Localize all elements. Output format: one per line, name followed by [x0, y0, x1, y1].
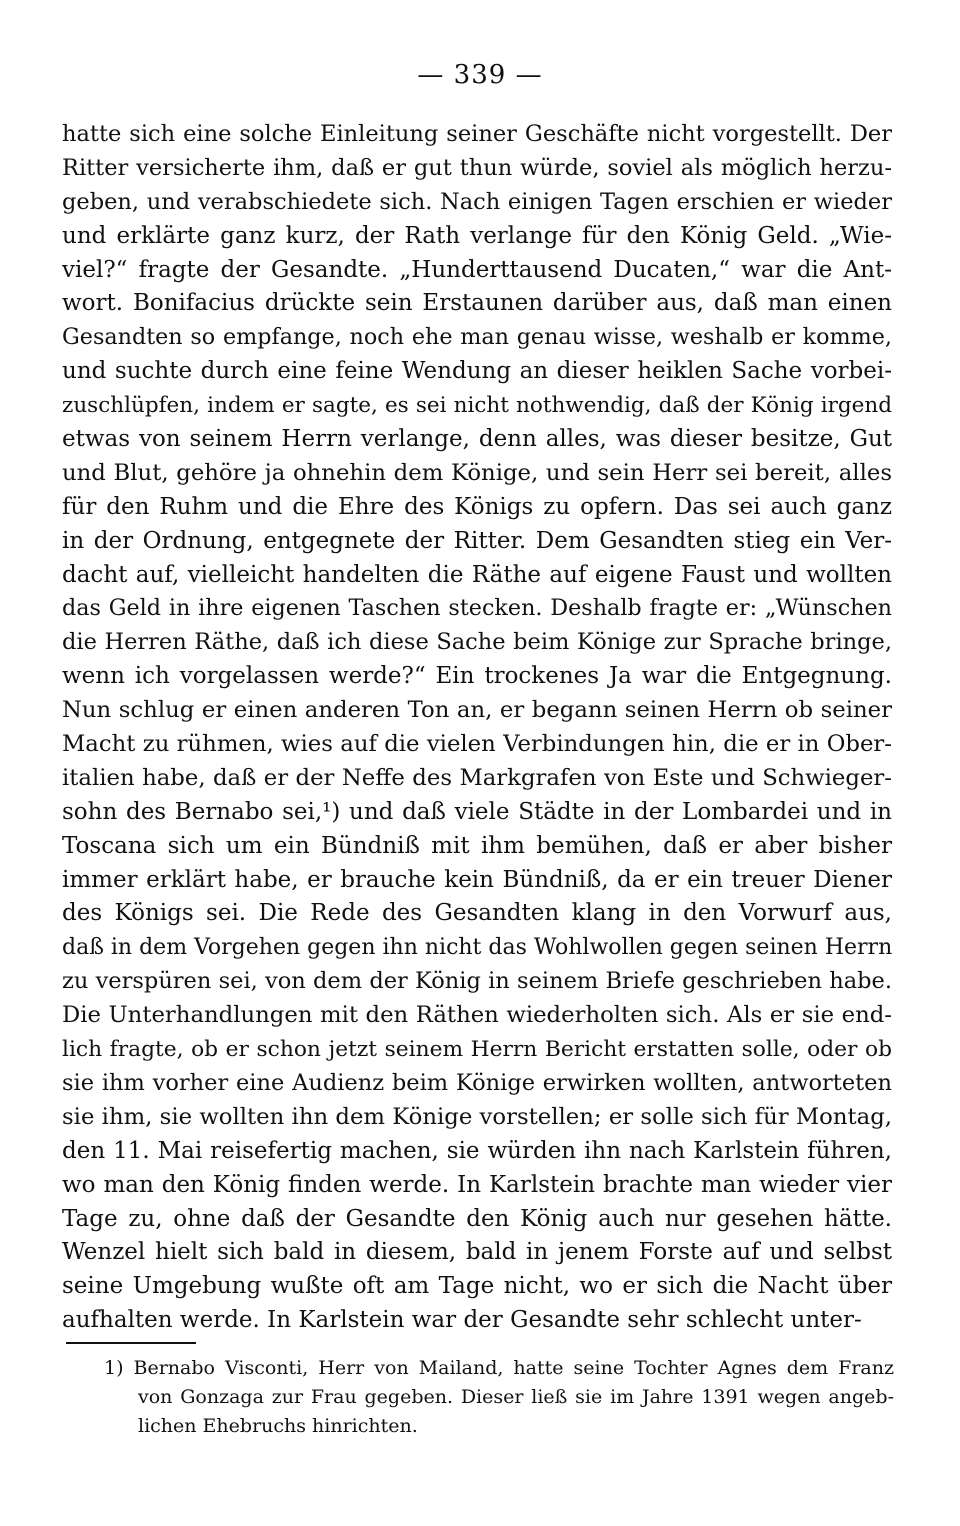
body-line: in der Ordnung, entgegnete der Ritter. Dem Gesandten stieg ein Ver- — [62, 527, 892, 554]
body-line: etwas von seinem Herrn verlange, denn alles, was dieser besitze, Gut — [62, 426, 892, 453]
body-line: sohn des Bernabo sei,¹) und daß viele Städte in der Lombardei und in — [62, 798, 892, 825]
body-text — [62, 118, 892, 1338]
body-line: Tage zu, ohne daß der Gesandte den König auch nur gesehen hätte. — [62, 1205, 892, 1232]
body-line: daß in dem Vorgehen gegen ihn nicht das Wohlwollen gegen seinen Herrn — [62, 935, 892, 961]
body-line: Die Unterhandlungen mit den Räthen wiederholten sich. Als er sie end- — [62, 1002, 892, 1029]
body-line: zuschlüpfen, indem er sagte, es sei nicht nothwendig, daß der König irgend — [62, 393, 892, 419]
body-line: wort. Bonifacius drückte sein Erstaunen darüber aus, daß man einen — [62, 290, 892, 317]
body-line: für den Ruhm und die Ehre des Königs zu opfern. Das sei auch ganz — [62, 493, 892, 520]
body-line: dacht auf, vielleicht handelten die Räthe auf eigene Faust und wollten — [62, 561, 892, 588]
footnote-divider — [66, 1342, 196, 1344]
body-line: Gesandten so empfange, noch ehe man genau wisse, weshalb er komme, — [62, 324, 892, 351]
body-line: sie ihm, sie wollten ihn dem Könige vorstellen; er solle sich für Montag, — [62, 1103, 892, 1130]
body-line: den 11. Mai reisefertig machen, sie würden ihn nach Karlstein führen, — [62, 1137, 892, 1164]
body-line: und erklärte ganz kurz, der Rath verlange für den König Geld. „Wie- — [62, 222, 892, 249]
body-line: und suchte durch eine feine Wendung an dieser heiklen Sache vorbei- — [62, 358, 892, 385]
body-line: immer erklärt habe, er brauche kein Bündniß, da er ein treuer Diener — [62, 866, 892, 893]
body-line: wo man den König finden werde. In Karlstein brachte man wieder vier — [62, 1171, 892, 1198]
body-line: Macht zu rühmen, wies auf die vielen Verbindungen hin, die er in Ober- — [62, 731, 892, 758]
body-line: sie ihm vorher eine Audienz beim Könige erwirken wollten, antworteten — [62, 1069, 892, 1096]
body-line: wenn ich vorgelassen werde?“ Ein trockenes Ja war die Entgegnung. — [62, 663, 892, 690]
body-line: italien habe, daß er der Neffe des Markgrafen von Este und Schwieger- — [62, 764, 892, 791]
body-line: lich fragte, ob er schon jetzt seinem Herrn Bericht erstatten solle, oder ob — [62, 1037, 892, 1063]
body-line: geben, und verabschiedete sich. Nach einigen Tagen erschien er wieder — [62, 188, 892, 215]
body-line: seine Umgebung wußte oft am Tage nicht, wo er sich die Nacht über — [62, 1273, 892, 1300]
body-line: Wenzel hielt sich bald in diesem, bald in jenem Forste auf und selbst — [62, 1239, 892, 1266]
body-line: Ritter versicherte ihm, daß er gut thun würde, soviel als möglich herzu- — [62, 154, 892, 181]
body-line: das Geld in ihre eigenen Taschen stecken. Deshalb fragte er: „Wünschen — [62, 595, 892, 622]
page-number: — 339 — — [417, 60, 543, 90]
footnote-line: von Gonzaga zur Frau gegeben. Dieser ließ sie im Jahre 1391 wegen angeb- — [138, 1386, 894, 1408]
body-line: Nun schlug er einen anderen Ton an, er begann seinen Herrn ob seiner — [62, 697, 892, 724]
body-line: zu verspüren sei, von dem der König in seinem Briefe geschrieben habe. — [62, 968, 892, 995]
body-line: des Königs sei. Die Rede des Gesandten klang in den Vorwurf aus, — [62, 900, 892, 927]
body-line: aufhalten werde. In Karlstein war der Gesandte sehr schlecht unter- — [62, 1307, 862, 1334]
body-line: die Herren Räthe, daß ich diese Sache beim Könige zur Sprache bringe, — [62, 629, 892, 656]
footnote-line: lichen Ehebruchs hinrichten. — [138, 1415, 418, 1437]
body-line: hatte sich eine solche Einleitung seiner Geschäfte nicht vorgestellt. Der — [62, 121, 892, 147]
body-line: viel?“ fragte der Gesandte. „Hunderttausend Ducaten,“ war die Ant- — [62, 256, 892, 283]
body-line: und Blut, gehöre ja ohnehin dem Könige, und sein Herr sei bereit, alles — [62, 459, 892, 486]
footnote-line: 1) Bernabo Visconti, Herr von Mailand, hatte seine Tochter Agnes dem Franz — [104, 1357, 894, 1379]
footnote — [104, 1354, 894, 1441]
body-line: Toscana sich um ein Bündniß mit ihm bemühen, daß er aber bisher — [62, 832, 892, 859]
